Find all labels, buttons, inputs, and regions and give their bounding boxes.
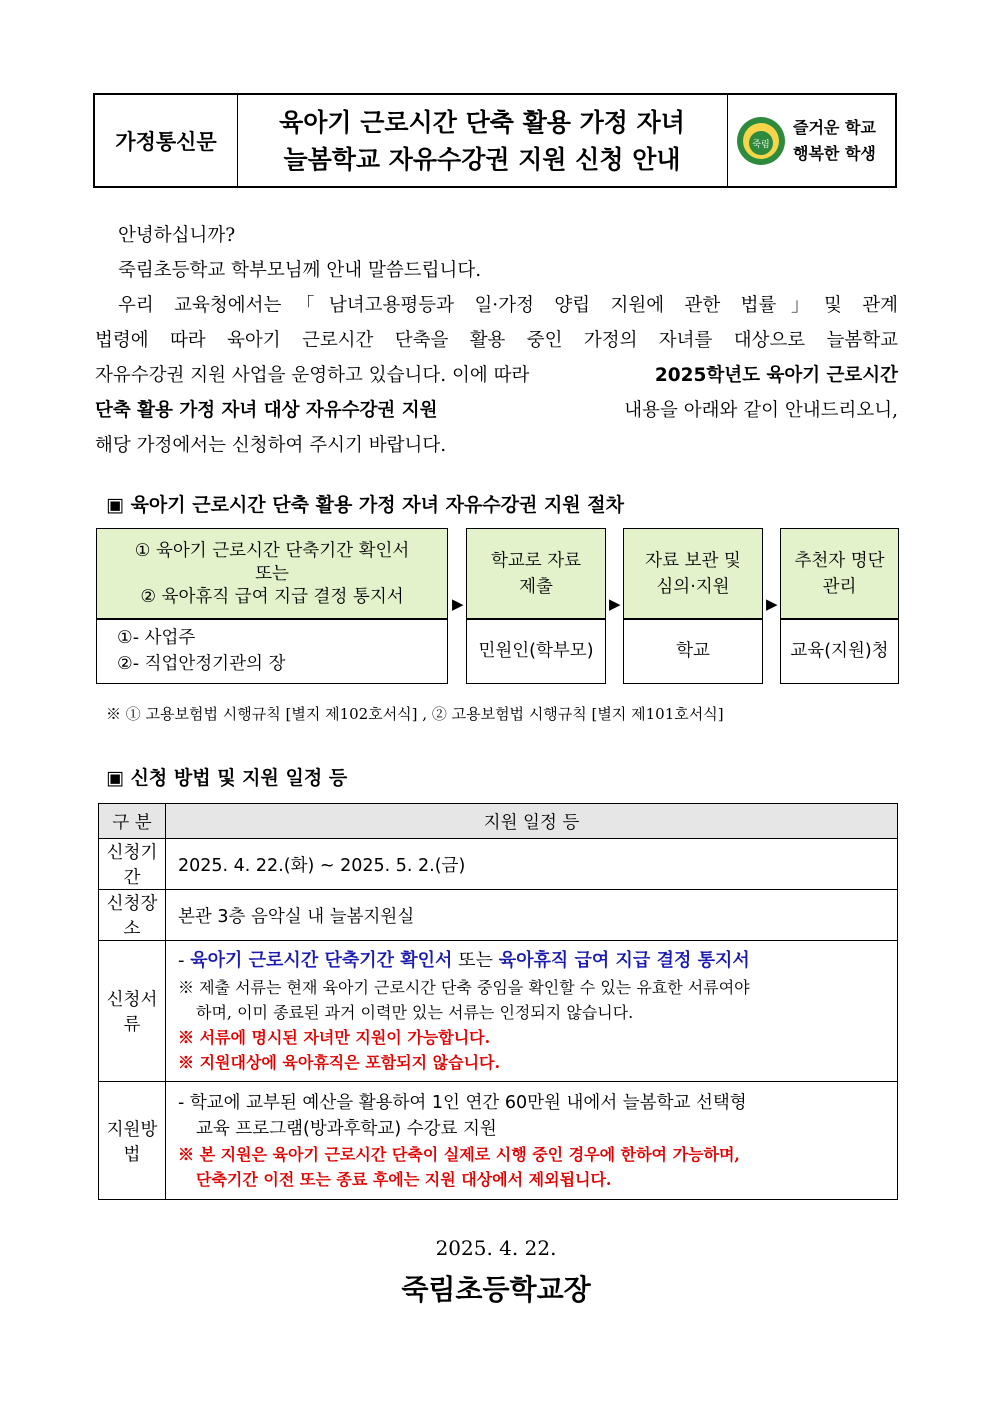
highlight-target: 단축 활용 가정 자녀 대상 자유수강권 지원 (95, 400, 438, 421)
method-note-1: ※ 본 지원은 육아기 근로시간 단축이 실제로 시행 중인 경우에 한하여 가능하며, (178, 1144, 740, 1164)
step-1-documents: ① 육아기 근로시간 단축기간 확인서 또는 ② 육아휴직 급여 지급 결정 통지서 (96, 528, 448, 620)
category-label: 가정통신문 (95, 95, 238, 186)
step-2-actor: 민원인(학부모) (466, 618, 606, 684)
logo-text: 죽림 (752, 139, 770, 150)
document-header (93, 93, 897, 188)
school-slogan (727, 95, 897, 186)
step-4-actor: 교육(지원)청 (780, 618, 899, 684)
signer-name: 죽림초등학교장 (401, 1273, 591, 1306)
intro-line-5: 자유수강권 지원 사업을 운영하고 있습니다. 이에 따라 2025학년도 육아기 근로시간 (95, 358, 898, 393)
row-label-documents: 신청서류 (99, 941, 166, 1082)
method-note-2: 단축기간 이전 또는 종료 후에는 지원 대상에서 제외됩니다. (196, 1169, 612, 1189)
required-doc-2: 육아휴직 급여 지급 결정 통지서 (498, 950, 750, 971)
school-logo-icon (735, 115, 787, 167)
table-row (99, 941, 898, 1082)
highlight-year: 2025학년도 육아기 근로시간 (654, 365, 898, 386)
table-row (99, 839, 898, 890)
row-value-place: 본관 3층 음악실 내 늘봄지원실 (166, 890, 898, 941)
title-line-2: 늘봄학교 자유수강권 지원 신청 안내 (283, 144, 681, 174)
slogan-line-2: 행복한 학생 (793, 143, 876, 163)
documents-note-3: ※ 지원대상에 육아휴직은 포함되지 않습니다. (178, 1053, 501, 1072)
step-1-issuers: ①- 사업주 ②- 직업안정기관의 장 (96, 618, 448, 684)
intro-line-3: 우리 교육청에서는「남녀고용평등과 일·가정 양립 지원에 관한 법률」및 관계 (118, 295, 898, 316)
row-label-period: 신청기간 (99, 839, 166, 890)
table-header-schedule: 지원 일정 등 (166, 804, 898, 839)
arrow-icon: ▶ (609, 595, 621, 613)
table-header-category: 구 분 (99, 804, 166, 839)
issue-date: 2025. 4. 22. (435, 1236, 557, 1260)
arrow-icon: ▶ (766, 595, 778, 613)
documents-note-2: ※ 서류에 명시된 자녀만 지원이 가능합니다. (178, 1028, 491, 1047)
step-3-review: 자료 보관 및 심의·지원 (623, 528, 763, 620)
table-header-row (99, 804, 898, 839)
intro-line-2: 죽림초등학교 학부모님께 안내 말씀드립니다. (118, 260, 482, 281)
table-row (99, 1082, 898, 1200)
intro-line-6: 단축 활용 가정 자녀 대상 자유수강권 지원 내용을 아래와 같이 안내드리오니, (95, 393, 898, 428)
step-3-actor: 학교 (623, 618, 763, 684)
row-value-documents: - 육아기 근로시간 단축기간 확인서 또는 육아휴직 급여 지급 결정 통지서 ※ 제출 서류는 현재 육아기 근로시간 단축 중임을 확인할 수 있는 유효한 서류여야 하며, 이미 종료된 과거 이력만 있는 서류는 인정되지 않습니다. ※ 서류에 명시된 자녀만 지원이 가능합니다. ※ 지원대상에 육아휴직은 포함되지 않습니다. (166, 941, 898, 1082)
slogan-line-1: 즐거운 학교 (793, 117, 876, 137)
document-title (237, 95, 728, 186)
title-line-1: 육아기 근로시간 단축 활용 가정 자녀 (279, 107, 685, 137)
step-2-submit: 학교로 자료 제출 (466, 528, 606, 620)
documents-note-1: ※ 제출 서류는 현재 육아기 근로시간 단축 중임을 확인할 수 있는 유효한 서류여야 (178, 978, 750, 997)
section-2-title: ▣ 신청 방법 및 지원 일정 등 (106, 767, 348, 789)
required-doc-1: 육아기 근로시간 단축기간 확인서 (190, 950, 453, 971)
arrow-icon: ▶ (452, 595, 464, 613)
section-1-title: ▣ 육아기 근로시간 단축 활용 가정 자녀 자유수강권 지원 절차 (106, 494, 624, 516)
schedule-table (98, 803, 898, 1200)
row-value-method: - 학교에 교부된 예산을 활용하여 1인 연간 60만원 내에서 늘봄학교 선택형 교육 프로그램(방과후학교) 수강료 지원 ※ 본 지원은 육아기 근로시간 단축이 실제로 시행 중인 경우에 한하여 가능하며, 단축기간 이전 또는 종료 후에는 지원 대상에서 제외됩니다. (166, 1082, 898, 1200)
intro-line-4: 법령에 따라 육아기 근로시간 단축을 활용 중인 가정의 자녀를 대상으로 늘봄학교 (95, 330, 898, 351)
row-label-place: 신청장소 (99, 890, 166, 941)
table-row (99, 890, 898, 941)
step-4-manage: 추천자 명단 관리 (780, 528, 899, 620)
intro-line-7: 해당 가정에서는 신청하여 주시기 바랍니다. (95, 435, 447, 456)
row-value-period: 2025. 4. 22.(화) ~ 2025. 5. 2.(금) (166, 839, 898, 890)
greeting: 안녕하십니까? (118, 225, 236, 246)
row-label-method: 지원방법 (99, 1082, 166, 1200)
form-reference-note: ※ ① 고용보험법 시행규칙 [별지 제102호서식] , ② 고용보험법 시행규칙 [별지 제101호서식] (106, 705, 724, 723)
